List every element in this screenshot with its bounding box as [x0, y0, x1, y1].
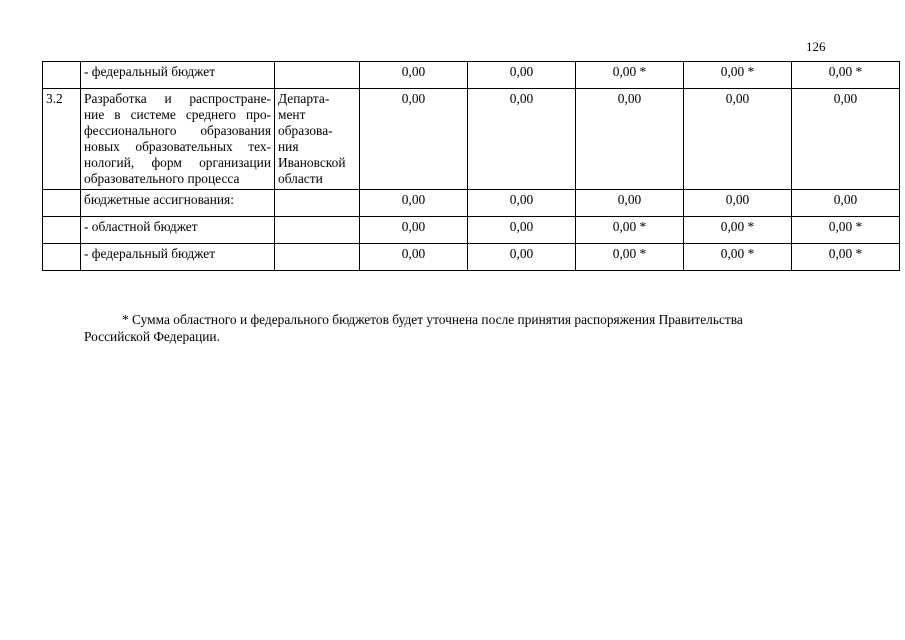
- executor-line: образова-: [278, 123, 333, 138]
- executor-cell: [275, 217, 360, 244]
- value-cell: 0,00: [468, 62, 576, 89]
- executor-cell: [275, 190, 360, 217]
- executor-line: ния: [278, 139, 299, 154]
- value-cell: 0,00: [792, 89, 900, 190]
- activity-name-line: образовательного процесса: [84, 171, 240, 186]
- table-row: [43, 190, 900, 217]
- activity-name-line: нологий, форм организации: [84, 155, 271, 170]
- value-cell: 0,00: [360, 62, 468, 89]
- value-cell: 0,00 *: [576, 244, 684, 271]
- value-cell: 0,00: [468, 89, 576, 190]
- value-cell: 0,00: [360, 190, 468, 217]
- value-cell: 0,00: [468, 190, 576, 217]
- footnote: [84, 311, 854, 345]
- footnote-line-1: * Сумма областного и федерального бюджетов будет уточнена после принятия распоряжения Правительства: [122, 312, 743, 327]
- activity-name-line: - федеральный бюджет: [84, 64, 216, 79]
- value-cell: 0,00: [576, 89, 684, 190]
- activity-name-line: Разработка и распростране-: [84, 91, 271, 106]
- value-cell: 0,00 *: [792, 244, 900, 271]
- value-cell: 0,00: [684, 89, 792, 190]
- activity-name-cell: [81, 190, 275, 217]
- value-cell: 0,00: [576, 190, 684, 217]
- value-cell: 0,00: [360, 217, 468, 244]
- table-row: [43, 217, 900, 244]
- value-cell: 0,00: [792, 190, 900, 217]
- table-row: [43, 62, 900, 89]
- row-number-cell: [43, 190, 81, 217]
- table-row: [43, 89, 900, 190]
- executor-cell: [275, 244, 360, 271]
- value-cell: 0,00: [360, 244, 468, 271]
- activity-name-cell: [81, 244, 275, 271]
- executor-line: Департа-: [278, 91, 330, 106]
- row-number-cell: [43, 217, 81, 244]
- value-cell: 0,00 *: [576, 62, 684, 89]
- value-cell: 0,00 *: [684, 62, 792, 89]
- footnote-line-2: Российской Федерации.: [84, 329, 220, 344]
- executor-cell: [275, 89, 360, 190]
- activity-name-line: фессионального образования: [84, 123, 271, 138]
- activity-name-line: бюджетные ассигнования:: [84, 192, 234, 207]
- table-row: [43, 244, 900, 271]
- executor-line: Ивановской: [278, 155, 346, 170]
- activity-name-cell: [81, 217, 275, 244]
- page-number: 126: [806, 39, 826, 54]
- row-number-cell: [43, 62, 81, 89]
- activity-name-line: - областной бюджет: [84, 219, 198, 234]
- value-cell: 0,00: [468, 244, 576, 271]
- value-cell: 0,00 *: [792, 62, 900, 89]
- value-cell: 0,00 *: [792, 217, 900, 244]
- value-cell: 0,00 *: [684, 217, 792, 244]
- activity-name-line: ние в системе среднего про-: [84, 107, 271, 122]
- budget-table: [42, 61, 900, 271]
- value-cell: 0,00 *: [684, 244, 792, 271]
- executor-cell: [275, 62, 360, 89]
- row-number-cell: [43, 244, 81, 271]
- value-cell: 0,00: [684, 190, 792, 217]
- executor-line: области: [278, 171, 323, 186]
- row-number-cell: 3.2: [43, 89, 81, 190]
- value-cell: 0,00 *: [576, 217, 684, 244]
- executor-line: мент: [278, 107, 306, 122]
- value-cell: 0,00: [468, 217, 576, 244]
- value-cell: 0,00: [360, 89, 468, 190]
- activity-name-line: новых образовательных тех-: [84, 139, 271, 154]
- activity-name-cell: [81, 89, 275, 190]
- activity-name-cell: [81, 62, 275, 89]
- activity-name-line: - федеральный бюджет: [84, 246, 216, 261]
